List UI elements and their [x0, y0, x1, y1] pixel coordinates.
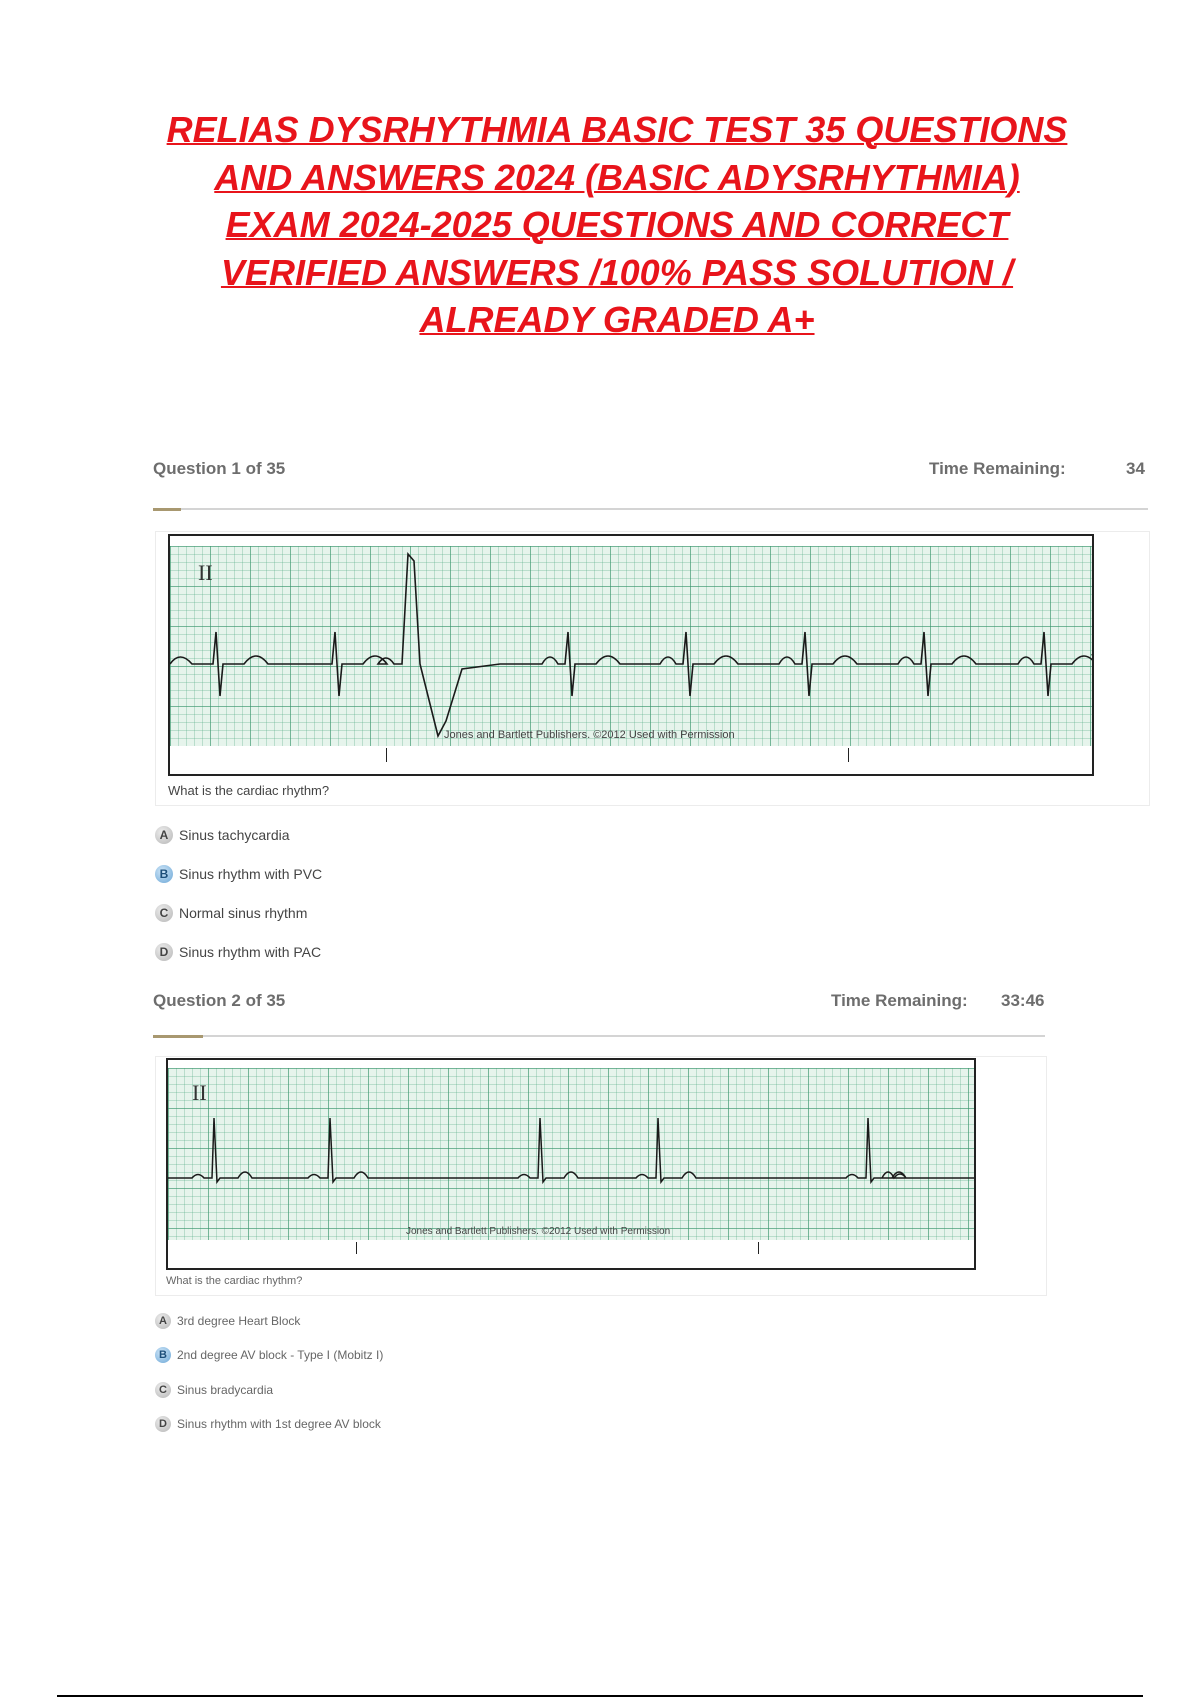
answer-option-a[interactable]: [155, 826, 290, 844]
title-line: AND ANSWERS 2024 (BASIC ADYSRHYTHMIA): [214, 156, 1020, 198]
option-letter-badge-selected: B: [155, 865, 173, 883]
option-text: Sinus tachycardia: [179, 827, 290, 843]
option-text: Sinus bradycardia: [177, 1383, 274, 1397]
time-remaining-value: 33:46: [1001, 991, 1045, 1010]
time-remaining-value: 34: [1126, 459, 1145, 478]
answer-option-a[interactable]: [155, 1313, 300, 1329]
question-card: [155, 531, 1150, 806]
time-marker: [356, 1242, 357, 1254]
time-marker: [848, 748, 849, 762]
answer-option-b[interactable]: [155, 865, 322, 883]
progress-divider: [153, 1035, 1045, 1037]
option-letter-badge-selected: B: [155, 1347, 171, 1363]
lead-label: II: [192, 1080, 207, 1105]
time-marker: [758, 1242, 759, 1254]
answer-option-c[interactable]: [155, 904, 307, 922]
answer-option-c[interactable]: [155, 1382, 273, 1398]
option-text: Sinus rhythm with PAC: [179, 944, 322, 960]
ecg-strip: [166, 1058, 976, 1270]
option-text: 3rd degree Heart Block: [177, 1314, 301, 1328]
title-line: VERIFIED ANSWERS /100% PASS SOLUTION /: [220, 251, 1014, 293]
option-text: 2nd degree AV block - Type I (Mobitz I): [177, 1348, 384, 1362]
answer-option-d[interactable]: [155, 943, 321, 961]
title-line: RELIAS DYSRHYTHMIA BASIC TEST 35 QUESTIONS: [166, 109, 1068, 150]
lead-label: II: [198, 560, 213, 585]
title-line: EXAM 2024-2025 QUESTIONS AND CORRECT: [225, 204, 1009, 245]
progress-indicator: [153, 1035, 203, 1038]
page-footer-rule: [57, 1695, 1143, 1697]
progress-divider: [153, 508, 1148, 510]
question-counter: Question 2 of 35: [153, 991, 286, 1010]
question-prompt: What is the cardiac rhythm?: [168, 783, 330, 798]
time-marker: [386, 748, 387, 762]
question-counter: Question 1 of 35: [153, 459, 286, 478]
option-letter-badge: D: [155, 943, 173, 961]
option-text: Sinus rhythm with PVC: [179, 866, 323, 882]
option-letter-badge: C: [155, 1382, 171, 1398]
option-letter-badge: A: [155, 826, 173, 844]
question-card: [155, 1056, 1047, 1296]
ecg-strip: [168, 534, 1094, 776]
answer-option-d[interactable]: [155, 1416, 381, 1432]
option-text: Normal sinus rhythm: [179, 905, 308, 921]
image-credit: Jones and Bartlett Publishers. ©2012 Used with Permission: [444, 729, 735, 741]
option-letter-badge: C: [155, 904, 173, 922]
title-line: ALREADY GRADED A+: [419, 299, 815, 340]
option-letter-badge: A: [155, 1313, 171, 1329]
time-remaining-label: Time Remaining:: [929, 459, 1066, 478]
progress-indicator: [153, 508, 181, 511]
image-credit: Jones and Bartlett Publishers. ©2012 Used with Permission: [406, 1226, 671, 1237]
answer-option-b[interactable]: [155, 1347, 383, 1363]
option-letter-badge: D: [155, 1416, 171, 1432]
question-prompt: What is the cardiac rhythm?: [166, 1275, 303, 1287]
option-text: Sinus rhythm with 1st degree AV block: [177, 1417, 381, 1431]
document-title: [0, 106, 1200, 344]
time-remaining-label: Time Remaining:: [831, 991, 968, 1010]
